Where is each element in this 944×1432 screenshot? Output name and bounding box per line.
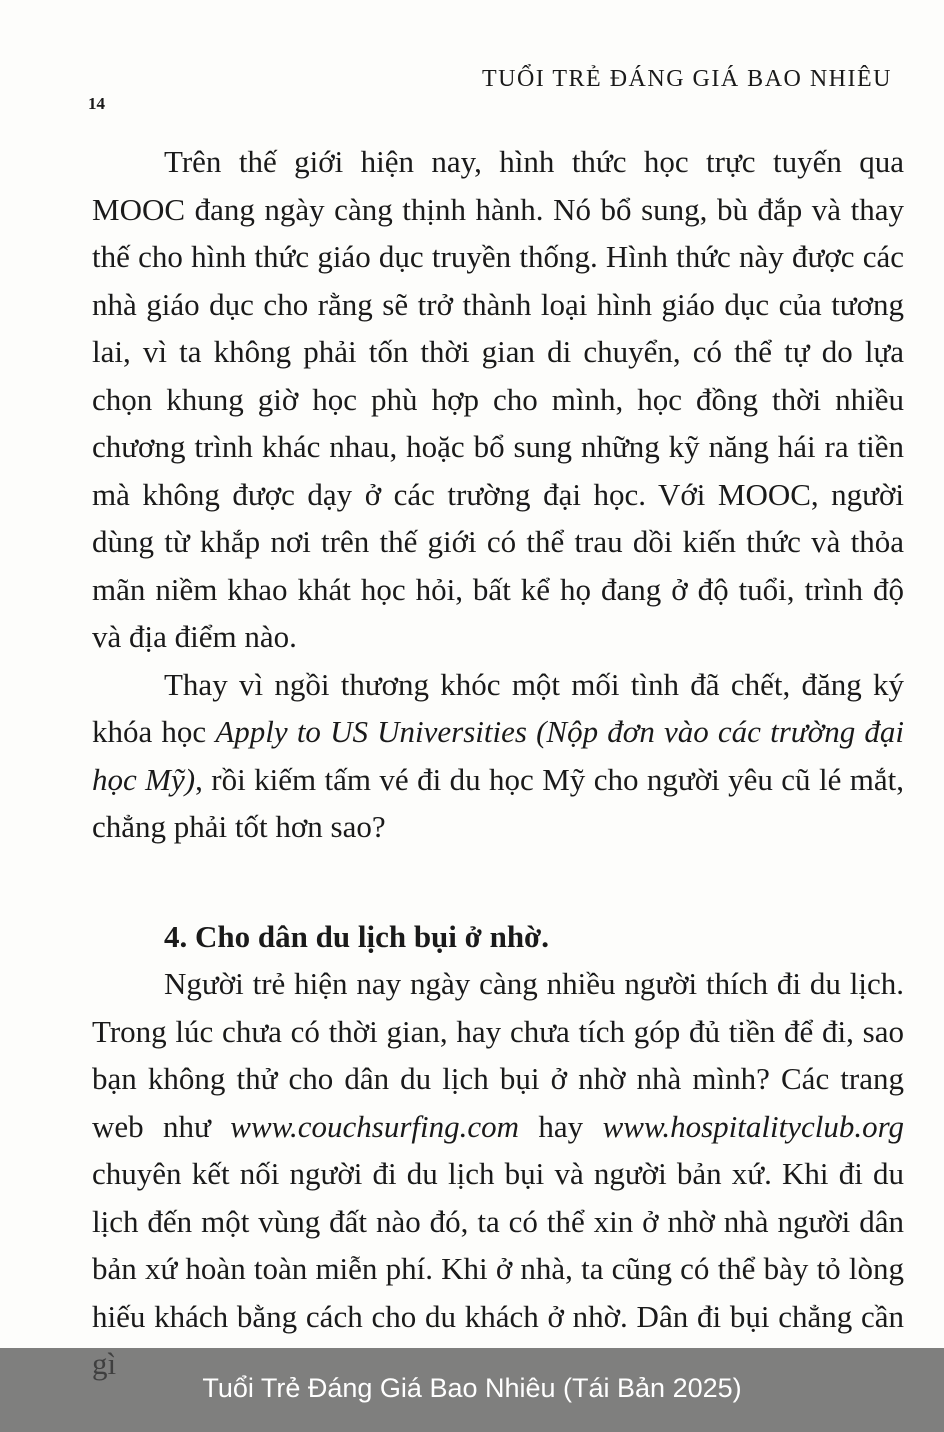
paragraph-mooc-text: Trên thế giới hiện nay, hình thức học trực tuyến qua MOOC đang ngày càng thịnh hành. Nó bổ sung, bù đắp và thay thế cho hình thức giáo dục truyền thống. Hình thức này được các nhà giáo dục cho rằng sẽ trở thành loại hình giáo dục của tương lai, vì ta không phải tốn thời gian di chuyển, có thể tự do lựa chọn khung giờ học phù hợp cho mình, học đồng thời nhiều chương trình khác nhau, hoặc bổ sung những kỹ năng hái ra tiền mà không được dạy ở các trường đại học. Với MOOC, người dùng từ khắp nơi trên thế giới có thể trau dồi kiến thức và thỏa mãn niềm khao khát học hỏi, bất kể họ đang ở độ tuổi, trình độ và địa điểm nào. [92,144,904,654]
course-title: Apply to US Universities (Nộp đơn vào các trường đại học Mỹ) [92,714,904,797]
couchsurfing-url: www.couchsurfing.com [230,1108,520,1144]
section-heading: 4. Cho dân du lịch bụi ở nhờ. [164,918,549,954]
running-header: TUỔI TRẺ ĐÁNG GIÁ BAO NHIÊU [481,66,892,92]
page-number: 14 [88,94,105,113]
paragraph-couchsurfing-text-mid: hay [519,1108,603,1144]
hospitalityclub-url: www.hospitalityclub.org [602,1108,904,1144]
paragraph-apply-course-text-a: Thay vì ngồi thương khóc một mối tình đã chết, đăng ký khóa học [92,666,904,749]
paragraph-mooc [92,138,904,661]
paragraph-apply-course-text-b: , rồi kiếm tấm vé đi du học Mỹ cho người yêu cũ lé mắt, chẳng phải tốt hơn sao? [92,761,904,844]
paragraph-couchsurfing [92,960,904,1388]
paragraph-couchsurfing-text-b: chuyên kết nối người đi du lịch bụi và người bản xứ. Khi đi du lịch đến một vùng đất nào đó, ta có thể xin ở nhờ nhà người dân bản xứ hoàn toàn miễn phí. Khi ở nhà, ta cũng có thể bày tỏ lòng hiếu khách bằng cách cho du khách ở nhờ. Dân đi bụi chẳng cần [92,1156,904,1334]
paragraph-couchsurfing-text-a: Người trẻ hiện nay ngày càng nhiều người thích đi du lịch. Trong lúc chưa có thời gian, hay chưa tích góp đủ tiền để đi, sao bạn không thử cho dân du lịch bụi ở nhờ nhà mình? Các trang web như [92,966,904,1144]
paragraph-apply-course [92,661,904,851]
caption-text: Tuổi Trẻ Đáng Giá Bao Nhiêu (Tái Bản 2025) [202,1373,742,1403]
page-body [92,138,904,1388]
